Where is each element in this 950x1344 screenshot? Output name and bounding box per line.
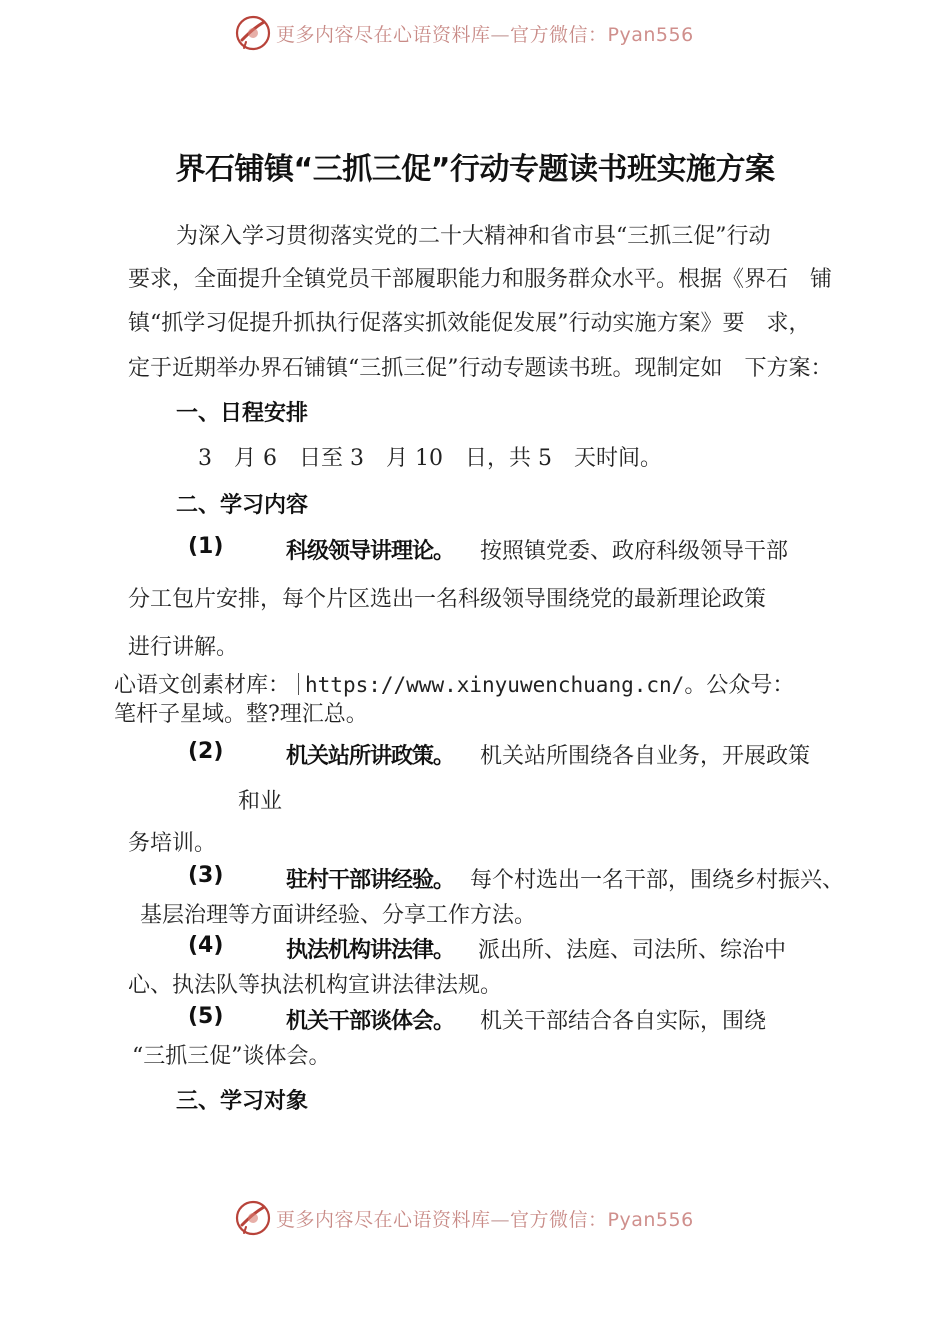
banner-separator: — (490, 24, 511, 46)
section-heading-schedule: 一、日程安排 (176, 401, 309, 426)
schedule-text: 3 月 6 日至 3 月 10 日，共 5 天时间。 (198, 446, 662, 471)
banner-text (276, 1205, 694, 1232)
section-heading-content: 二、学习内容 (176, 493, 309, 518)
intro-line-4: 定于近期举办界石铺镇“三抓三促”行动专题读书班。现制定如 下方案： (128, 356, 833, 381)
item-bold-title: 机关站所讲政策。 (286, 744, 455, 769)
item-text: 心、执法队等执法机构宣讲法律法规。 (128, 973, 503, 998)
item-text: 进行讲解。 (128, 635, 239, 660)
item-number: (2) (188, 739, 224, 764)
item-number: (4) (188, 933, 224, 958)
footer-banner (0, 1197, 950, 1241)
watermark-line-2: 笔杆子星域。整?理汇总。 (114, 702, 368, 727)
text-cursor (298, 673, 299, 695)
watermark-line-1 (114, 668, 794, 699)
logo-icon (234, 14, 272, 52)
header-banner (0, 12, 950, 56)
item-text: 派出所、法庭、司法所、综治中 (478, 938, 787, 963)
banner-text (276, 20, 694, 47)
watermark-label: 心语文创素材库： (114, 673, 291, 698)
item-text: 分工包片安排，每个片区选出一名科级领导围绕党的最新理论政策 (128, 587, 767, 612)
item-bold-title: 驻村干部讲经验。 (286, 868, 455, 893)
item-text: “三抓三促”谈体会。 (132, 1044, 331, 1069)
item-bold-title: 机关干部谈体会。 (286, 1009, 455, 1034)
banner-wechat-label: 官方微信： (510, 1209, 608, 1231)
item-text: 机关站所围绕各自业务，开展政策 (480, 744, 811, 769)
section-heading-audience: 三、学习对象 (176, 1089, 309, 1114)
item-number: (3) (188, 863, 224, 888)
banner-separator: — (490, 1209, 511, 1231)
item-text: 和业 (238, 789, 283, 814)
intro-line-2: 要求，全面提升全镇党员干部履职能力和服务群众水平。根据《界石 铺 (128, 267, 833, 292)
item-text: 机关干部结合各自实际，围绕 (480, 1009, 767, 1034)
banner-wechat-id: Pyan556 (607, 1209, 694, 1231)
item-text: 按照镇党委、政府科级领导干部 (480, 539, 789, 564)
item-text: 基层治理等方面讲经验、分享工作方法。 (140, 903, 537, 928)
intro-line-3: 镇“抓学习促提升抓执行促落实抓效能促发展”行动实施方案》要 求， (128, 311, 811, 336)
watermark-after: 。公众号： (684, 673, 795, 698)
item-text: 每个村选出一名干部，围绕乡村振兴、 (470, 868, 845, 893)
document-title: 界石铺镇“三抓三促”行动专题读书班实施方案 (175, 152, 775, 187)
banner-slogan: 更多内容尽在心语资料库 (276, 1209, 491, 1231)
item-number: (1) (188, 534, 224, 559)
intro-line-1: 为深入学习贯彻落实党的二十大精神和省市县“三抓三促”行动 (176, 224, 771, 249)
logo-icon (234, 1199, 272, 1237)
item-text: 务培训。 (128, 831, 217, 856)
banner-wechat-id: Pyan556 (607, 24, 694, 46)
banner-slogan: 更多内容尽在心语资料库 (276, 24, 491, 46)
banner-wechat-label: 官方微信： (510, 24, 608, 46)
item-bold-title: 科级领导讲理论。 (286, 539, 455, 564)
item-number: (5) (188, 1004, 224, 1029)
item-bold-title: 执法机构讲法律。 (286, 938, 455, 963)
watermark-url: https://www.xinyuwenchuang.cn/ (305, 673, 685, 697)
